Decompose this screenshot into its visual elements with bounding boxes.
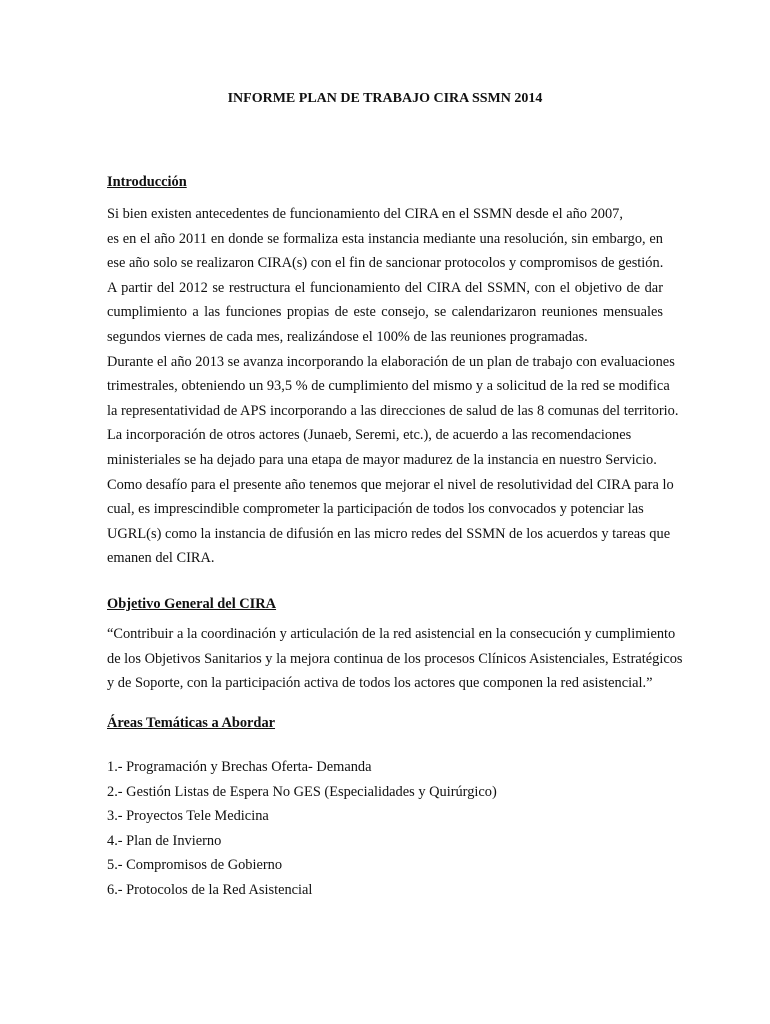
objective-line: de los Objetivos Sanitarios y la mejora continua de los procesos Clínicos Asistenciales, Estratégicos: [107, 650, 683, 667]
areas-heading: Áreas Temáticas a Abordar: [107, 715, 276, 731]
introduction-line: ese año solo se realizaron CIRA(s) con el fin de sancionar protocolos y compromisos de gestión.: [107, 255, 664, 272]
introduction-line: UGRL(s) como la instancia de difusión en las micro redes del SSMN de los acuerdos y tareas que: [107, 525, 671, 542]
introduction-line: La incorporación de otros actores (Junaeb, Seremi, etc.), de acuerdo a las recomendaciones: [107, 427, 632, 444]
document-title: INFORME PLAN DE TRABAJO CIRA SSMN 2014: [227, 91, 543, 106]
introduction-line: ministeriales se ha dejado para una etapa de mayor madurez de la instancia en nuestro Servicio.: [107, 451, 657, 468]
list-item: 4.- Plan de Invierno: [107, 832, 222, 849]
introduction-line: Si bien existen antecedentes de funcionamiento del CIRA en el SSMN desde el año 2007,: [107, 206, 623, 222]
introduction-line: A partir del 2012 se restructura el funcionamiento del CIRA del SSMN, con el objetivo de dar: [107, 279, 663, 296]
areas-list: [107, 755, 497, 903]
introduction-line: segundos viernes de cada mes, realizándose el 100% de las reuniones programadas.: [107, 328, 588, 345]
objective-line: y de Soporte, con la participación activa de todos los actores que componen la red asistencial.”: [107, 675, 653, 692]
introduction-line: trimestrales, obteniendo un 93,5 % de cumplimiento del mismo y a solicitud de la red se modifica: [107, 378, 670, 395]
list-item: 1.- Programación y Brechas Oferta- Demanda: [107, 759, 372, 775]
introduction-line: cual, es imprescindible comprometer la participación de todos los convocados y potenciar las: [107, 501, 644, 518]
introduction-line: emanen del CIRA.: [107, 550, 215, 567]
introduction-line: Durante el año 2013 se avanza incorporando la elaboración de un plan de trabajo con evaluaciones: [107, 353, 675, 370]
list-item: 2.- Gestión Listas de Espera No GES (Especialidades y Quirúrgico): [107, 783, 497, 800]
objective-heading: Objetivo General del CIRA: [107, 596, 277, 612]
list-item: 6.- Protocolos de la Red Asistencial: [107, 881, 313, 898]
list-item: 3.- Proyectos Tele Medicina: [107, 808, 269, 825]
list-item: 5.- Compromisos de Gobierno: [107, 857, 283, 874]
introduction-line: cumplimiento a las funciones propias de este consejo, se calendarizaron reuniones mensuales: [107, 304, 663, 321]
objective-line: “Contribuir a la coordinación y articulación de la red asistencial en la consecución y cumplimiento: [107, 626, 676, 642]
introduction-line: la representatividad de APS incorporando a las direcciones de salud de las 8 comunas del territorio.: [107, 402, 679, 419]
introduction-heading: Introducción: [107, 174, 187, 190]
introduction-body: [107, 202, 679, 571]
introduction-line: es en el año 2011 en donde se formaliza esta instancia mediante una resolución, sin embargo, en: [107, 230, 663, 247]
introduction-line: Como desafío para el presente año tenemos que mejorar el nivel de resolutividad del CIRA para lo: [107, 476, 674, 493]
objective-body: [107, 622, 683, 696]
